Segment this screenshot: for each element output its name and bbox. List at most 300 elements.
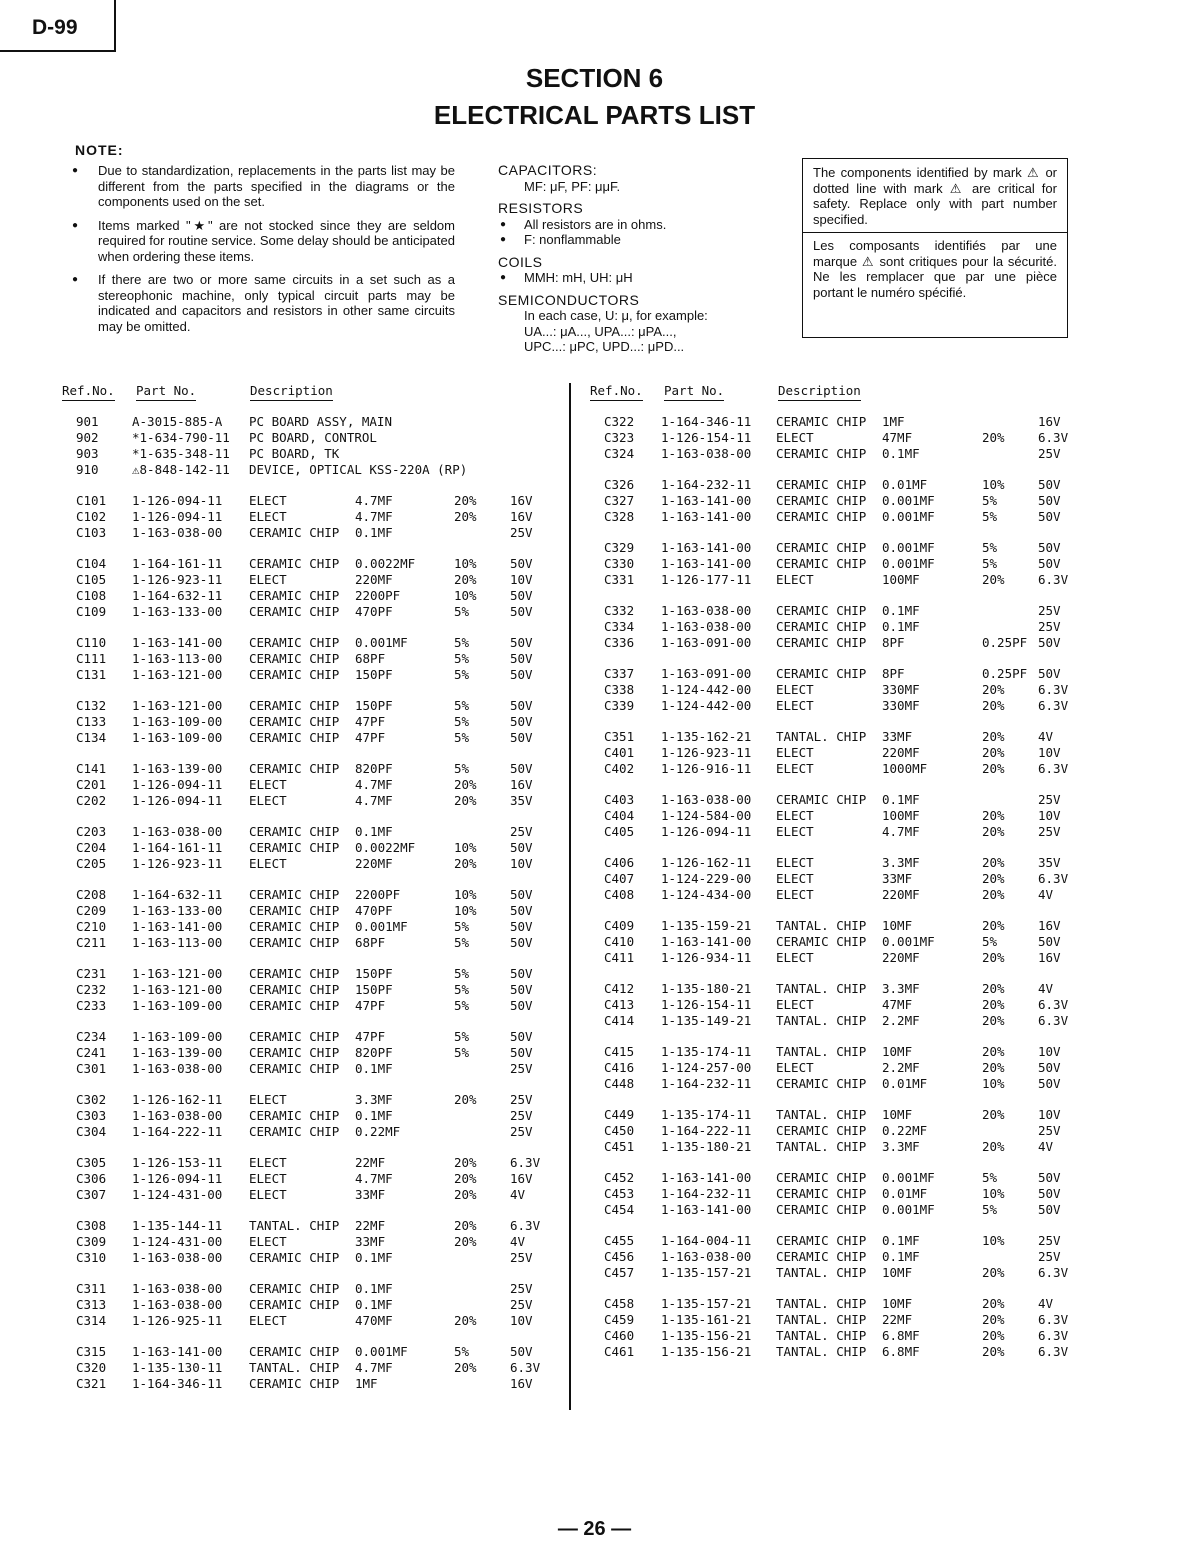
resistors-note: ● F: nonflammable: [498, 232, 788, 248]
part-no-cell: 1-163-113-00: [132, 651, 223, 666]
table-row: [62, 1124, 562, 1140]
ref-no-cell: C453: [604, 1186, 635, 1201]
type-cell: CERAMIC CHIP: [249, 903, 340, 918]
table-row: [62, 1187, 562, 1203]
ref-no-cell: C231: [76, 966, 107, 981]
tolerance-cell: 20%: [982, 698, 1005, 713]
part-no-cell: 1-126-162-11: [661, 855, 752, 870]
voltage-cell: 25V: [510, 1297, 533, 1312]
table-row: [62, 998, 562, 1014]
table-row: [62, 698, 562, 714]
value-cell: 820PF: [355, 1045, 393, 1060]
ref-no-cell: C413: [604, 997, 635, 1012]
voltage-cell: 50V: [510, 1045, 533, 1060]
table-row: [590, 1123, 1080, 1139]
value-cell: 33MF: [882, 729, 913, 744]
part-no-cell: 1-126-934-11: [661, 950, 752, 965]
type-cell: ELECT: [776, 950, 814, 965]
voltage-cell: 10V: [510, 1313, 533, 1328]
value-cell: 8PF: [882, 666, 905, 681]
type-cell: CERAMIC CHIP: [249, 1045, 340, 1060]
ref-no-cell: C203: [76, 824, 107, 839]
ref-no-cell: C448: [604, 1076, 635, 1091]
type-cell: TANTAL. CHIP: [776, 1328, 867, 1343]
ref-no-cell: C105: [76, 572, 107, 587]
safety-notice: [802, 158, 1068, 338]
value-cell: 0.22MF: [355, 1124, 401, 1139]
ref-no-cell: C232: [76, 982, 107, 997]
voltage-cell: 50V: [510, 588, 533, 603]
part-no-cell: 1-164-004-11: [661, 1233, 752, 1248]
part-no-cell: 1-124-431-00: [132, 1187, 223, 1202]
tolerance-cell: 5%: [454, 998, 470, 1013]
type-cell: CERAMIC CHIP: [776, 1233, 867, 1248]
value-cell: 820PF: [355, 761, 393, 776]
part-no-cell: 1-126-094-11: [132, 1171, 223, 1186]
page-number: — 26 —: [557, 1518, 632, 1540]
ref-no-cell: C104: [76, 556, 107, 571]
value-cell: 68PF: [355, 935, 386, 950]
coils-heading: COILS: [498, 253, 543, 270]
resistors-heading: RESISTORS: [498, 200, 584, 216]
resistors-note: ● All resistors are in ohms.: [498, 217, 788, 233]
ref-no-cell: 910: [76, 462, 99, 477]
tolerance-cell: 20%: [982, 1344, 1005, 1359]
value-cell: 1MF: [882, 414, 905, 429]
value-cell: 3.3MF: [882, 855, 920, 870]
ref-no-cell: C301: [76, 1061, 107, 1076]
tolerance-cell: 5%: [454, 635, 470, 650]
type-cell: CERAMIC CHIP: [249, 1108, 340, 1123]
header-part: Part No.: [136, 383, 196, 401]
type-cell: CERAMIC CHIP: [249, 1061, 340, 1076]
table-row: [62, 714, 562, 730]
value-cell: 3.3MF: [355, 1092, 393, 1107]
table-row: [62, 935, 562, 951]
value-cell: 3.3MF: [882, 981, 920, 996]
table-row: [590, 1170, 1080, 1186]
part-no-cell: 1-163-038-00: [661, 603, 752, 618]
table-row: [590, 855, 1080, 871]
type-cell: CERAMIC CHIP: [249, 1344, 340, 1359]
ref-no-cell: C416: [604, 1060, 635, 1075]
type-cell: CERAMIC CHIP: [249, 761, 340, 776]
header-part: Part No.: [664, 383, 724, 401]
part-no-cell: 1-126-154-11: [661, 430, 752, 445]
part-no-cell: 1-163-038-00: [132, 1250, 223, 1265]
part-no-cell: 1-163-091-00: [661, 635, 752, 650]
tolerance-cell: 5%: [454, 651, 470, 666]
part-no-cell: ⚠8-848-142-11: [132, 462, 230, 477]
tolerance-cell: 5%: [982, 540, 998, 555]
ref-no-cell: C405: [604, 824, 635, 839]
table-row: [62, 1061, 562, 1077]
part-no-cell: 1-163-038-00: [661, 446, 752, 461]
part-no-cell: 1-163-133-00: [132, 903, 223, 918]
table-row: [590, 698, 1080, 714]
tolerance-cell: 5%: [454, 935, 470, 950]
tolerance-cell: 20%: [982, 808, 1005, 823]
table-row: [590, 1107, 1080, 1123]
type-cell: TANTAL. CHIP: [776, 1013, 867, 1028]
ref-no-cell: C308: [76, 1218, 107, 1233]
ref-no-cell: C334: [604, 619, 635, 634]
part-no-cell: 1-163-109-00: [132, 998, 223, 1013]
voltage-cell: 50V: [1038, 556, 1061, 571]
voltage-cell: 50V: [510, 635, 533, 650]
part-no-cell: 1-126-154-11: [661, 997, 752, 1012]
part-no-cell: 1-164-222-11: [661, 1123, 752, 1138]
tolerance-cell: 20%: [454, 1218, 477, 1233]
ref-no-cell: C449: [604, 1107, 635, 1122]
type-cell: ELECT: [249, 1313, 287, 1328]
note-heading: NOTE:: [75, 142, 124, 158]
tolerance-cell: 20%: [454, 777, 477, 792]
tolerance-cell: 5%: [982, 934, 998, 949]
tolerance-cell: 20%: [454, 572, 477, 587]
type-cell: CERAMIC CHIP: [776, 666, 867, 681]
voltage-cell: 16V: [510, 493, 533, 508]
value-cell: 10MF: [882, 1296, 913, 1311]
voltage-cell: 50V: [510, 667, 533, 682]
type-cell: CERAMIC CHIP: [249, 935, 340, 950]
type-cell: PC BOARD, TK: [249, 446, 340, 461]
tolerance-cell: 5%: [454, 761, 470, 776]
value-cell: 0.1MF: [882, 1233, 920, 1248]
type-cell: ELECT: [776, 698, 814, 713]
value-cell: 2.2MF: [882, 1060, 920, 1075]
voltage-cell: 25V: [1038, 1249, 1061, 1264]
ref-no-cell: C321: [76, 1376, 107, 1391]
part-no-cell: 1-163-038-00: [132, 1281, 223, 1296]
type-cell: CERAMIC CHIP: [249, 840, 340, 855]
ref-no-cell: C133: [76, 714, 107, 729]
voltage-cell: 50V: [1038, 1076, 1061, 1091]
value-cell: 22MF: [882, 1312, 913, 1327]
table-row: [62, 887, 562, 903]
type-cell: TANTAL. CHIP: [776, 1344, 867, 1359]
table-row: [590, 808, 1080, 824]
part-no-cell: 1-164-346-11: [661, 414, 752, 429]
tolerance-cell: 20%: [454, 1360, 477, 1375]
tolerance-cell: 20%: [454, 1092, 477, 1107]
tolerance-cell: 20%: [982, 1139, 1005, 1154]
voltage-cell: 6.3V: [510, 1360, 541, 1375]
part-no-cell: 1-135-174-11: [661, 1107, 752, 1122]
tolerance-cell: 20%: [454, 1171, 477, 1186]
voltage-cell: 50V: [510, 1029, 533, 1044]
value-cell: 22MF: [355, 1218, 386, 1233]
voltage-cell: 50V: [1038, 1186, 1061, 1201]
ref-no-cell: C458: [604, 1296, 635, 1311]
part-no-cell: 1-163-141-00: [661, 1170, 752, 1185]
tolerance-cell: 20%: [982, 1312, 1005, 1327]
tolerance-cell: 20%: [454, 793, 477, 808]
part-no-cell: 1-135-149-21: [661, 1013, 752, 1028]
tolerance-cell: 20%: [982, 871, 1005, 886]
page-tag: D-99: [32, 16, 78, 39]
tolerance-cell: 10%: [454, 588, 477, 603]
type-cell: TANTAL. CHIP: [776, 1312, 867, 1327]
type-cell: CERAMIC CHIP: [249, 730, 340, 745]
voltage-cell: 10V: [1038, 745, 1061, 760]
voltage-cell: 6.3V: [1038, 997, 1069, 1012]
ref-no-cell: C205: [76, 856, 107, 871]
table-row: [590, 619, 1080, 635]
part-no-cell: 1-163-091-00: [661, 666, 752, 681]
tolerance-cell: 20%: [982, 824, 1005, 839]
part-no-cell: 1-163-121-00: [132, 982, 223, 997]
voltage-cell: 50V: [1038, 1060, 1061, 1075]
value-cell: 470PF: [355, 903, 393, 918]
ref-no-cell: C324: [604, 446, 635, 461]
ref-no-cell: C328: [604, 509, 635, 524]
voltage-cell: 25V: [510, 1124, 533, 1139]
voltage-cell: 50V: [510, 761, 533, 776]
type-cell: ELECT: [249, 493, 287, 508]
voltage-cell: 6.3V: [1038, 698, 1069, 713]
value-cell: 10MF: [882, 1044, 913, 1059]
part-no-cell: 1-164-232-11: [661, 1186, 752, 1201]
value-cell: 2200PF: [355, 588, 401, 603]
type-cell: TANTAL. CHIP: [776, 918, 867, 933]
voltage-cell: 4V: [1038, 981, 1054, 996]
ref-no-cell: C460: [604, 1328, 635, 1343]
type-cell: ELECT: [776, 855, 814, 870]
table-header: [62, 383, 562, 405]
table-row: [590, 981, 1080, 997]
voltage-cell: 10V: [510, 572, 533, 587]
type-cell: ELECT: [249, 509, 287, 524]
voltage-cell: 6.3V: [1038, 1312, 1069, 1327]
part-no-cell: 1-126-162-11: [132, 1092, 223, 1107]
semiconductors-note: In each case, U: μ, for example:: [524, 308, 708, 323]
part-no-cell: 1-126-923-11: [661, 745, 752, 760]
value-cell: 330MF: [882, 682, 920, 697]
value-cell: 3.3MF: [882, 1139, 920, 1154]
value-cell: 0.1MF: [882, 603, 920, 618]
value-cell: 22MF: [355, 1155, 386, 1170]
value-cell: 100MF: [882, 808, 920, 823]
page-tag-box: [0, 0, 116, 52]
value-cell: 10MF: [882, 918, 913, 933]
ref-no-cell: C408: [604, 887, 635, 902]
header-desc: Description: [778, 383, 861, 401]
ref-no-cell: C407: [604, 871, 635, 886]
type-cell: ELECT: [249, 1171, 287, 1186]
tolerance-cell: 20%: [454, 1313, 477, 1328]
table-row: [590, 1233, 1080, 1249]
ref-no-cell: C320: [76, 1360, 107, 1375]
voltage-cell: 50V: [1038, 477, 1061, 492]
ref-no-cell: C134: [76, 730, 107, 745]
type-cell: CERAMIC CHIP: [776, 509, 867, 524]
voltage-cell: 25V: [510, 824, 533, 839]
ref-no-cell: C209: [76, 903, 107, 918]
voltage-cell: 10V: [1038, 1044, 1061, 1059]
part-no-cell: 1-126-923-11: [132, 572, 223, 587]
value-cell: 0.1MF: [882, 792, 920, 807]
voltage-cell: 50V: [1038, 540, 1061, 555]
part-no-cell: 1-163-133-00: [132, 604, 223, 619]
tolerance-cell: 10%: [982, 1233, 1005, 1248]
tolerance-cell: 20%: [982, 430, 1005, 445]
table-row: [62, 1344, 562, 1360]
value-cell: 150PF: [355, 667, 393, 682]
value-cell: 0.1MF: [882, 446, 920, 461]
table-row: [62, 730, 562, 746]
ref-no-cell: C337: [604, 666, 635, 681]
ref-no-cell: C108: [76, 588, 107, 603]
table-row: [62, 824, 562, 840]
ref-no-cell: C454: [604, 1202, 635, 1217]
type-cell: CERAMIC CHIP: [776, 1123, 867, 1138]
voltage-cell: 10V: [1038, 1107, 1061, 1122]
ref-no-cell: C456: [604, 1249, 635, 1264]
value-cell: 4.7MF: [355, 493, 393, 508]
ref-no-cell: C452: [604, 1170, 635, 1185]
table-header: [590, 383, 1080, 405]
voltage-cell: 25V: [1038, 603, 1061, 618]
voltage-cell: 16V: [510, 777, 533, 792]
value-cell: 4.7MF: [882, 824, 920, 839]
part-no-cell: 1-126-925-11: [132, 1313, 223, 1328]
part-no-cell: 1-124-442-00: [661, 698, 752, 713]
ref-no-cell: C457: [604, 1265, 635, 1280]
voltage-cell: 50V: [510, 982, 533, 997]
type-cell: CERAMIC CHIP: [249, 556, 340, 571]
value-cell: 0.1MF: [882, 619, 920, 634]
voltage-cell: 50V: [510, 651, 533, 666]
part-no-cell: 1-163-139-00: [132, 761, 223, 776]
table-row: [590, 540, 1080, 556]
warning-triangle-icon: ⚠: [1026, 165, 1041, 180]
part-no-cell: 1-163-109-00: [132, 1029, 223, 1044]
voltage-cell: 50V: [1038, 509, 1061, 524]
table-row: [62, 430, 562, 446]
type-cell: CERAMIC CHIP: [249, 1029, 340, 1044]
ref-no-cell: C201: [76, 777, 107, 792]
part-no-cell: 1-135-180-21: [661, 1139, 752, 1154]
part-no-cell: 1-163-141-00: [132, 919, 223, 934]
type-cell: TANTAL. CHIP: [776, 1107, 867, 1122]
voltage-cell: 50V: [510, 840, 533, 855]
voltage-cell: 25V: [510, 1061, 533, 1076]
part-no-cell: 1-163-141-00: [661, 934, 752, 949]
type-cell: CERAMIC CHIP: [249, 1376, 340, 1391]
part-no-cell: 1-126-094-11: [661, 824, 752, 839]
table-row: [62, 462, 562, 478]
tolerance-cell: 20%: [454, 1155, 477, 1170]
tolerance-cell: 5%: [454, 1045, 470, 1060]
value-cell: 6.8MF: [882, 1328, 920, 1343]
ref-no-cell: C311: [76, 1281, 107, 1296]
notes-list: [70, 163, 455, 342]
table-row: [62, 1092, 562, 1108]
table-row: [590, 950, 1080, 966]
table-row: [62, 903, 562, 919]
voltage-cell: 50V: [510, 698, 533, 713]
section-title: SECTION 6: [525, 63, 664, 93]
safety-text: or dotted line with mark: [813, 165, 1057, 196]
table-row: [590, 477, 1080, 493]
type-cell: TANTAL. CHIP: [776, 1139, 867, 1154]
voltage-cell: 25V: [1038, 792, 1061, 807]
part-no-cell: 1-164-222-11: [132, 1124, 223, 1139]
ref-no-cell: C132: [76, 698, 107, 713]
part-no-cell: 1-163-141-00: [661, 1202, 752, 1217]
type-cell: TANTAL. CHIP: [776, 729, 867, 744]
voltage-cell: 50V: [510, 935, 533, 950]
tolerance-cell: 20%: [982, 1107, 1005, 1122]
safety-text: sont critiques pour la sécurité. Ne les remplacer que par une pièce portant le numéro spécifié.: [813, 253, 1057, 300]
part-no-cell: 1-163-038-00: [661, 792, 752, 807]
table-row: [590, 934, 1080, 950]
ref-no-cell: C310: [76, 1250, 107, 1265]
part-no-cell: 1-135-144-11: [132, 1218, 223, 1233]
type-cell: CERAMIC CHIP: [249, 604, 340, 619]
type-cell: CERAMIC CHIP: [249, 982, 340, 997]
ref-no-cell: C305: [76, 1155, 107, 1170]
part-no-cell: 1-126-094-11: [132, 493, 223, 508]
type-cell: ELECT: [776, 761, 814, 776]
type-cell: CERAMIC CHIP: [249, 998, 340, 1013]
part-no-cell: 1-163-121-00: [132, 966, 223, 981]
capacitors-heading: CAPACITORS:: [498, 162, 598, 178]
tolerance-cell: 20%: [982, 682, 1005, 697]
type-cell: CERAMIC CHIP: [776, 635, 867, 650]
value-cell: 0.1MF: [355, 824, 393, 839]
part-no-cell: 1-163-038-00: [132, 525, 223, 540]
table-row: [590, 1186, 1080, 1202]
ref-no-cell: C131: [76, 667, 107, 682]
table-row: [590, 1249, 1080, 1265]
voltage-cell: 6.3V: [1038, 430, 1069, 445]
value-cell: 4.7MF: [355, 793, 393, 808]
type-cell: CERAMIC CHIP: [776, 556, 867, 571]
header-ref: Ref.No.: [590, 383, 643, 401]
table-row: [590, 1076, 1080, 1092]
tolerance-cell: 20%: [982, 855, 1005, 870]
voltage-cell: 25V: [510, 525, 533, 540]
value-cell: 47PF: [355, 714, 386, 729]
part-no-cell: 1-163-038-00: [132, 1108, 223, 1123]
table-row: [62, 604, 562, 620]
part-no-cell: 1-126-916-11: [661, 761, 752, 776]
value-cell: 4.7MF: [355, 777, 393, 792]
ref-no-cell: C403: [604, 792, 635, 807]
value-cell: 0.001MF: [882, 1202, 935, 1217]
type-cell: ELECT: [776, 682, 814, 697]
part-no-cell: 1-163-038-00: [132, 1061, 223, 1076]
tolerance-cell: 5%: [454, 1029, 470, 1044]
type-cell: TANTAL. CHIP: [776, 1044, 867, 1059]
table-row: [62, 777, 562, 793]
ref-no-cell: C309: [76, 1234, 107, 1249]
value-cell: 0.001MF: [882, 493, 935, 508]
type-cell: CERAMIC CHIP: [776, 446, 867, 461]
part-no-cell: 1-135-159-21: [661, 918, 752, 933]
tolerance-cell: 0.25PF: [982, 666, 1028, 681]
type-cell: CERAMIC CHIP: [776, 414, 867, 429]
type-cell: CERAMIC CHIP: [249, 1250, 340, 1265]
ref-no-cell: C336: [604, 635, 635, 650]
value-cell: 0.001MF: [882, 540, 935, 555]
tolerance-cell: 5%: [982, 556, 998, 571]
part-no-cell: 1-163-038-00: [132, 824, 223, 839]
type-cell: ELECT: [776, 808, 814, 823]
voltage-cell: 4V: [510, 1187, 526, 1202]
